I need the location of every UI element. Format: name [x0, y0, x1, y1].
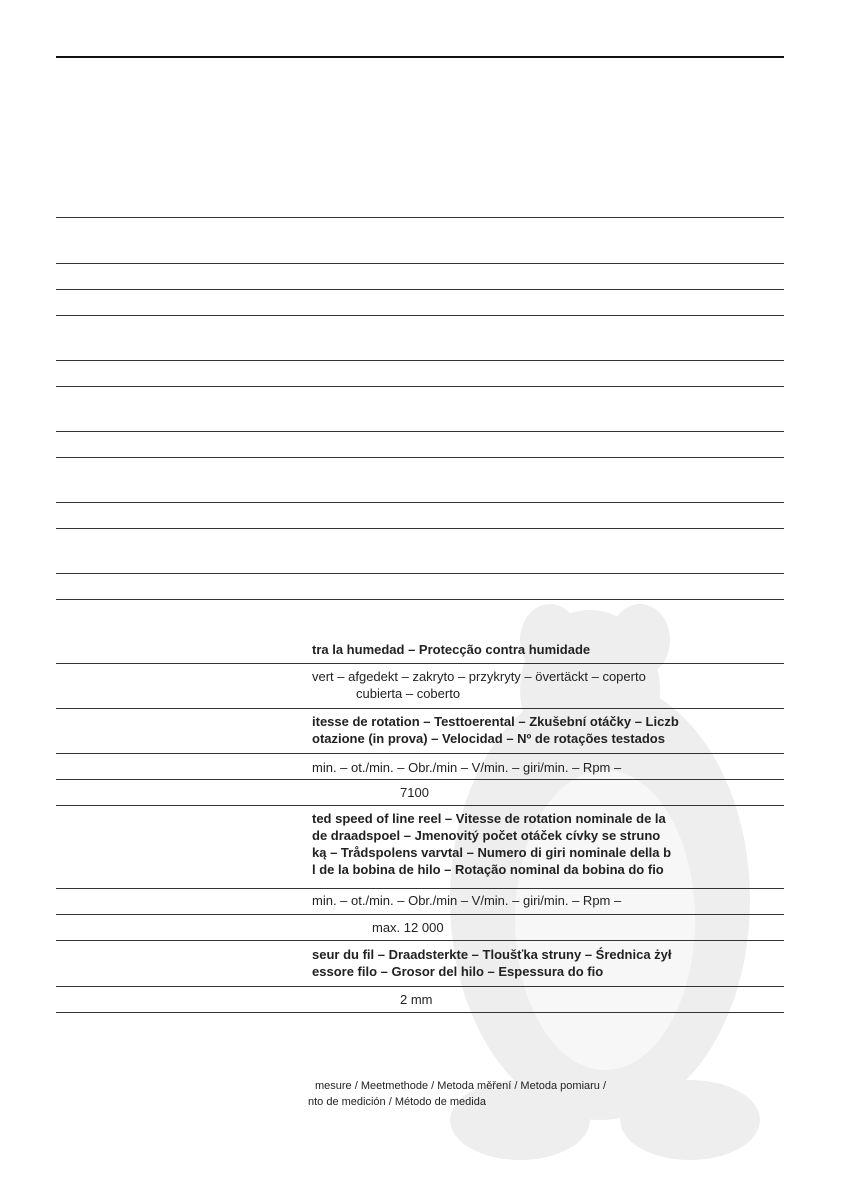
- humidity-value-line-1: vert – afgedekt – zakryto – przykryty – övertäckt – coperto: [312, 669, 646, 684]
- table-rule: [56, 263, 784, 264]
- table-rule: [56, 986, 784, 987]
- table-rule: [56, 360, 784, 361]
- test-speed-heading-line-1: itesse de rotation – Testtoerental – Zkušební otáčky – Liczb: [312, 714, 679, 729]
- nominal-speed-heading-line-2: de draadspoel – Jmenovitý počet otáček cívky se struno: [312, 828, 661, 843]
- humidity-heading: tra la humedad – Protecção contra humidade: [312, 642, 591, 657]
- table-rule: [56, 708, 784, 709]
- test-speed-heading-line-2: otazione (in prova) – Velocidad – Nº de rotações testados: [312, 731, 665, 746]
- line-thickness-heading: [312, 946, 724, 980]
- nominal-speed-value: max. 12 000: [372, 920, 444, 935]
- table-rule: [56, 431, 784, 432]
- table-rule: [56, 663, 784, 664]
- table-rule: [56, 805, 784, 806]
- table-rule: [56, 457, 784, 458]
- line-thickness-heading-line-2: essore filo – Grosor del hilo – Espessura do fio: [312, 964, 604, 979]
- test-speed-unit: min. – ot./min. – Obr./min – V/min. – giri/min. – Rpm –: [312, 760, 622, 775]
- nominal-speed-heading-line-3: ką – Trådspolens varvtal – Numero di giri nominale della b: [312, 845, 672, 860]
- measurement-method: [308, 1078, 720, 1110]
- nominal-speed-heading-line-4: l de la bobina de hilo – Rotação nominal da bobina do fio: [312, 862, 664, 877]
- table-rule: [56, 914, 784, 915]
- line-thickness-value: 2 mm: [400, 992, 433, 1007]
- table-rule: [56, 1012, 784, 1013]
- measurement-method-line-1: mesure / Meetmethode / Metoda měření / Metoda pomiaru /: [315, 1080, 607, 1092]
- top-rule: [56, 56, 784, 58]
- measurement-method-line-2: nto de medición / Método de medida: [308, 1096, 486, 1108]
- table-rule: [56, 888, 784, 889]
- table-rule: [56, 779, 784, 780]
- humidity-value: [312, 668, 724, 702]
- nominal-speed-heading-line-1: ted speed of line reel – Vitesse de rotation nominale de la: [312, 811, 666, 826]
- table-rule: [56, 386, 784, 387]
- test-speed-value: 7100: [400, 785, 429, 800]
- table-rule: [56, 753, 784, 754]
- test-speed-heading: [312, 713, 724, 747]
- table-rule: [56, 599, 784, 600]
- nominal-speed-heading: [312, 810, 724, 878]
- line-thickness-heading-line-1: seur du fil – Draadsterkte – Tloušťka struny – Średnica żył: [312, 947, 672, 962]
- table-rule: [56, 573, 784, 574]
- nominal-speed-unit: min. – ot./min. – Obr./min – V/min. – giri/min. – Rpm –: [312, 893, 622, 908]
- table-rule: [56, 940, 784, 941]
- table-rule: [56, 289, 784, 290]
- table-rule: [56, 528, 784, 529]
- humidity-value-line-2: cubierta – coberto: [356, 686, 461, 701]
- table-rule: [56, 502, 784, 503]
- table-rule: [56, 217, 784, 218]
- table-rule: [56, 315, 784, 316]
